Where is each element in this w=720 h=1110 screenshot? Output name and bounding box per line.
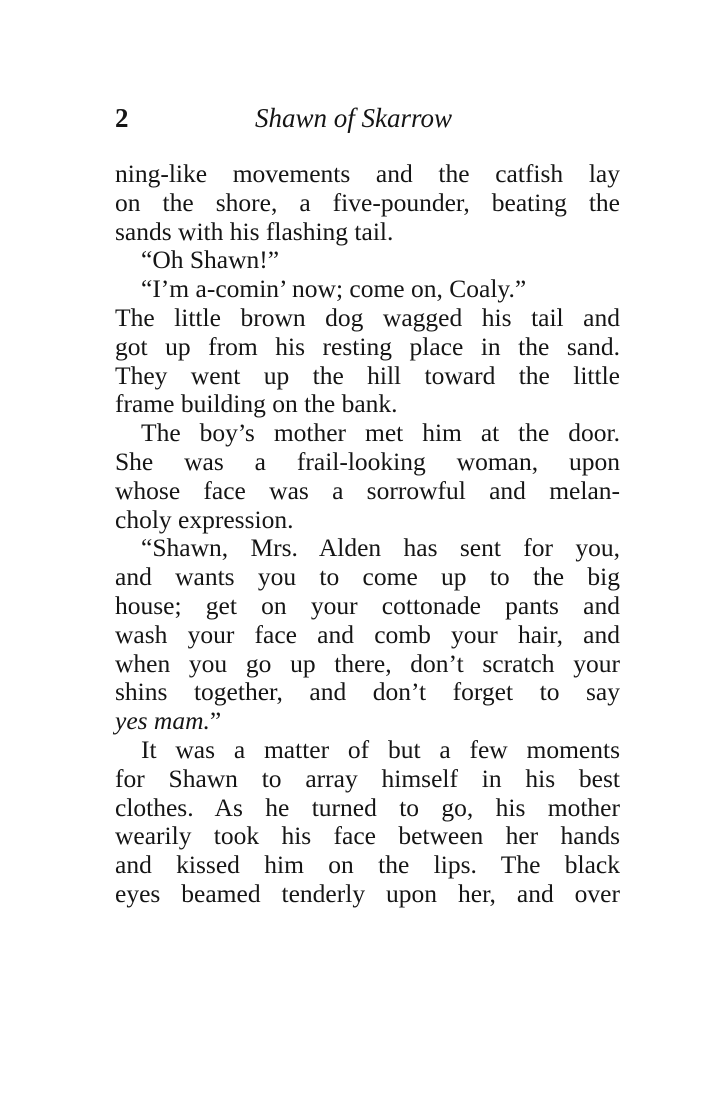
text-line: frame building on the bank. <box>115 389 398 419</box>
text-line: for Shawn to array himself in his best <box>115 763 620 793</box>
italic-phrase: yes mam. <box>115 706 210 736</box>
text-line: “Shawn, Mrs. Alden has sent for you, <box>141 533 620 563</box>
paragraph <box>115 275 620 419</box>
text-line: The boy’s mother met him at the door. <box>141 418 620 448</box>
text-line: It was a matter of but a few moments <box>141 734 620 764</box>
paragraph <box>115 419 620 534</box>
text-line: ning-like movements and the catfish lay <box>115 159 620 188</box>
book-title: Shawn of Skarrow <box>255 103 453 133</box>
text-line: eyes beamed tenderly upon her, and over <box>115 878 620 908</box>
page-number: 2 <box>115 103 129 133</box>
paragraph <box>115 736 620 909</box>
running-head <box>115 98 620 138</box>
text-line: when you go up there, don’t scratch your <box>115 648 620 678</box>
closing-quote: ” <box>209 706 222 736</box>
paragraph <box>115 534 620 736</box>
text-line: wearily took his face between her hands <box>115 821 620 851</box>
text-line: and wants you to come up to the big <box>115 562 620 592</box>
text-line: clothes. As he turned to go, his mother <box>115 792 620 822</box>
text-line: house; get on your cottonade pants and <box>115 590 620 620</box>
body-text <box>115 160 620 909</box>
text-line: The little brown dog wagged his tail and <box>115 302 620 332</box>
text-line: got up from his resting place in the sand. <box>115 331 620 361</box>
text-line: wash your face and comb your hair, and <box>115 619 620 649</box>
text-line: on the shore, a five-pounder, beating the <box>115 187 620 217</box>
text-line: shins together, and don’t forget to say <box>115 677 620 707</box>
text-line: “I’m a-comin’ now; come on, Coaly.” <box>141 274 527 304</box>
text-line <box>115 707 620 736</box>
text-line: and kissed him on the lips. The black <box>115 850 620 880</box>
text-line: “Oh Shawn!” <box>141 245 280 275</box>
text-line: She was a frail-looking woman, upon <box>115 446 620 476</box>
paragraph <box>115 246 620 275</box>
text-line: They went up the hill toward the little <box>115 360 620 390</box>
text-line: whose face was a sorrowful and melan- <box>115 475 620 505</box>
text-line: choly expression. <box>115 504 294 534</box>
paragraph <box>115 160 620 246</box>
text-line: sands with his flashing tail. <box>115 216 394 246</box>
